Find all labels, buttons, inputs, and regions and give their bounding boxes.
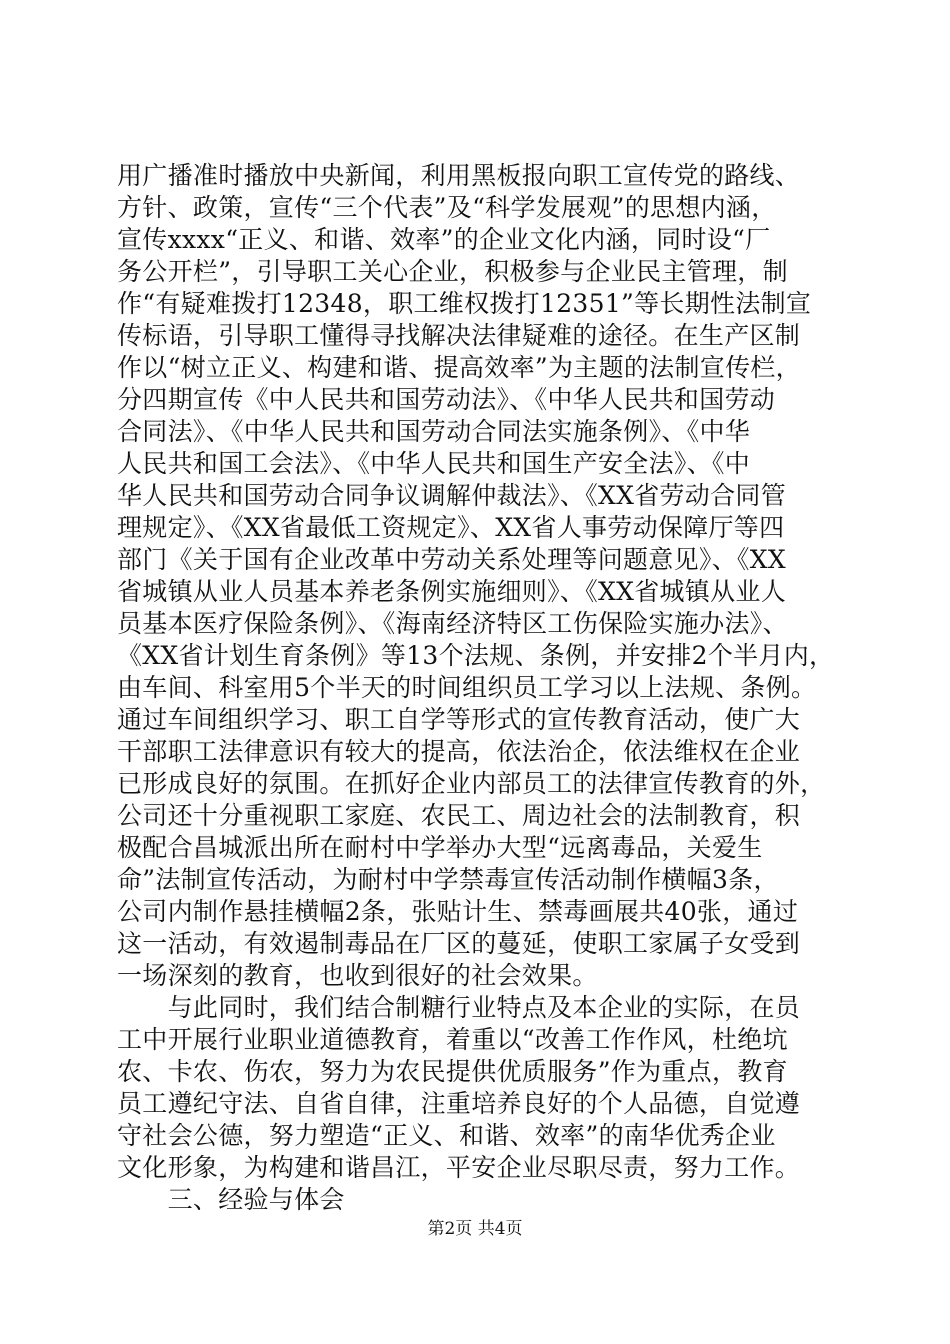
text-line: 极配合昌城派出所在耐村中学举办大型“远离毒品，关爱生 xyxy=(117,833,763,862)
text-line: 传标语，引导职工懂得寻找解决法律疑难的途径。在生产区制 xyxy=(117,321,801,350)
text-line: 一场深刻的教育，也收到很好的社会效果。 xyxy=(117,961,598,990)
text-line: 这一活动，有效遏制毒品在厂区的蔓延，使职工家属子女受到 xyxy=(117,929,801,958)
text-line: 公司内制作悬挂横幅2条，张贴计生、禁毒画展共40张，通过 xyxy=(117,897,799,926)
text-line: 命”法制宣传活动，为耐村中学禁毒宣传活动制作横幅3条， xyxy=(117,865,779,894)
text-line: 作“有疑难拨打12348，职工维权拨打12351”等长期性法制宣 xyxy=(117,289,812,318)
text-line: 《XX省计划生育条例》等13个法规、条例，并安排2个半月内， xyxy=(117,641,835,670)
text-line: 人民共和国工会法》、《中华人民共和国生产安全法》、《中 xyxy=(117,449,751,478)
text-line: 工中开展行业职业道德教育，着重以“改善工作作风，杜绝坑 xyxy=(117,1025,788,1054)
text-line: 守社会公德，努力塑造“正义、和谐、效率”的南华优秀企业 xyxy=(117,1121,776,1150)
text-line: 省城镇从业人员基本养老条例实施细则》、《XX省城镇从业人 xyxy=(117,577,786,606)
text-line: 分四期宣传《中人民共和国劳动法》、《中华人民共和国劳动 xyxy=(117,385,776,414)
text-line: 干部职工法律意识有较大的提高，依法治企，依法维权在企业 xyxy=(117,737,801,766)
text-line: 通过车间组织学习、职工自学等形式的宣传教育活动，使广大 xyxy=(117,705,801,734)
text-line: 合同法》、《中华人民共和国劳动合同法实施条例》、《中华 xyxy=(117,417,751,446)
text-line: 方针、政策，宣传“三个代表”及“科学发展观”的思想内涵， xyxy=(117,193,777,222)
text-line: 部门《关于国有企业改革中劳动关系处理等问题意见》、《XX xyxy=(117,545,786,574)
text-line: 华人民共和国劳动合同争议调解仲裁法》、《XX省劳动合同管 xyxy=(117,481,786,510)
text-line: 员基本医疗保险条例》、《海南经济特区工伤保险实施办法》、 xyxy=(117,609,788,638)
text-line: 用广播准时播放中央新闻，利用黑板报向职工宣传党的路线、 xyxy=(117,161,801,190)
text-line: 已形成良好的氛围。在抓好企业内部员工的法律宣传教育的外， xyxy=(117,769,826,798)
text-line: 务公开栏”，引导职工关心企业，积极参与企业民主管理，制 xyxy=(117,257,788,286)
text-line: 作以“树立正义、构建和谐、提高效率”为主题的法制宣传栏， xyxy=(117,353,801,382)
text-line: 宣传xxxx“正义、和谐、效率”的企业文化内涵，同时设“厂 xyxy=(117,225,771,254)
text-line: 农、卡农、伤农，努力为农民提供优质服务”作为重点，教育 xyxy=(117,1057,788,1086)
text-line: 与此同时，我们结合制糖行业特点及本企业的实际，在员 xyxy=(117,993,801,1022)
text-line: 理规定》、《XX省最低工资规定》、XX省人事劳动保障厅等四 xyxy=(117,513,785,542)
section-heading: 三、经验与体会 xyxy=(117,1185,345,1214)
text-line: 员工遵纪守法、自省自律，注重培养良好的个人品德，自觉遵 xyxy=(117,1089,801,1118)
text-line: 公司还十分重视职工家庭、农民工、周边社会的法制教育，积 xyxy=(117,801,801,830)
text-line: 文化形象，为构建和谐昌江，平安企业尽职尽责，努力工作。 xyxy=(117,1153,801,1182)
text-line: 由车间、科室用5个半天的时间组织员工学习以上法规、条例。 xyxy=(117,673,817,702)
page-number-footer: 第2页 共4页 xyxy=(427,1219,523,1239)
